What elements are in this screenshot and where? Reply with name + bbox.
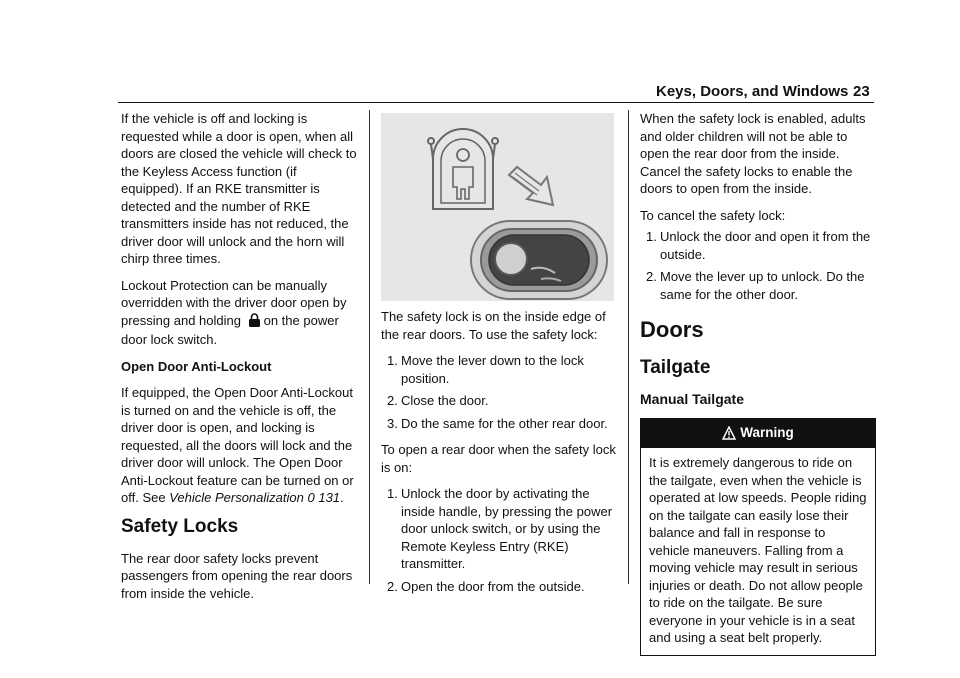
- step-number: 2.: [646, 269, 657, 284]
- xref-page: 131: [318, 490, 341, 505]
- warning-box: [640, 418, 876, 656]
- steps-cancel-safety-lock: [640, 228, 876, 303]
- subheading-manual-tailgate: Manual Tailgate: [640, 391, 744, 407]
- list-item: [381, 415, 617, 433]
- list-item: [640, 228, 876, 263]
- step-text: Move the lever up to unlock. Do the same for the other door.: [660, 269, 865, 302]
- step-number: 2.: [387, 393, 398, 408]
- text-span: If equipped, the Open Door Anti-Lockout is turned on and the vehicle is off, the driver door is open, and locking is requested, all the doors will lock and the driver door will unlock. The Open Door Anti-Lockout feature can be turned on or off. See: [121, 385, 354, 505]
- step-number: 1.: [387, 353, 398, 368]
- column-right: [640, 110, 876, 656]
- step-number: 1.: [646, 229, 657, 244]
- column-middle: [381, 308, 617, 604]
- step-text: Do the same for the other rear door.: [401, 415, 608, 431]
- paragraph: The safety lock is on the inside edge of the rear doors. To use the safety lock:: [381, 309, 606, 342]
- text-span: Lockout Protection can be manually overridden with the driver door open by pressing and holding: [121, 277, 347, 328]
- column-left: [121, 110, 357, 611]
- xref-title: Vehicle Personalization: [169, 490, 304, 505]
- list-item: [381, 485, 617, 573]
- step-number: 1.: [387, 486, 398, 501]
- text-span: on the power door lock switch.: [121, 312, 339, 347]
- column-divider: [628, 110, 629, 584]
- step-text: Move the lever down to the lock position.: [401, 353, 584, 386]
- list-item: [381, 392, 617, 410]
- list-item: [381, 578, 617, 596]
- warning-text: It is extremely dangerous to ride on the tailgate, even when the vehicle is operated at low speeds. People riding on the tailgate can easily lose their balance and fall in response to vehicle maneuvers. Falling from a moving vehicle may result in serious injuries or death. Do not allow people to ride on the tailgate. Be sure everyone in your vehicle is in a seat and using a seat belt properly.: [649, 455, 867, 645]
- steps-use-safety-lock: [381, 352, 617, 432]
- step-number: 3.: [387, 415, 398, 431]
- door-lock-switch-icon: [248, 313, 261, 332]
- step-number: 2.: [387, 578, 398, 594]
- paragraph: [121, 277, 357, 349]
- warning-title: Warning: [740, 424, 794, 440]
- steps-open-rear-door: [381, 485, 617, 595]
- paragraph: If the vehicle is off and locking is requested while a door is open, when all doors are closed the vehicle will check to the Keyless Access function (if equipped). If an RKE transmitter is detected and the number of RKE transmitters inside has not reduced, the driver door will unlock and the horn will chirp three times.: [121, 111, 357, 266]
- step-text: Open the door from the outside.: [401, 578, 585, 594]
- page-reference-arrow-icon: 0: [307, 490, 315, 505]
- step-text: Unlock the door by activating the inside handle, by pressing the power door unlock switch, or by using the Remote Keyless Entry (RKE) transmitter.: [401, 486, 613, 571]
- subheading-open-door-anti-lockout: Open Door Anti-Lockout: [121, 358, 272, 374]
- paragraph: When the safety lock is enabled, adults and older children will not be able to open the rear door from the inside. Cancel the safety locks to enable the doors to open from the inside.: [640, 111, 866, 196]
- column-divider: [369, 110, 370, 584]
- text-span: .: [340, 490, 344, 505]
- page-number: 23: [853, 83, 870, 100]
- paragraph: [121, 384, 357, 507]
- heading-tailgate: Tailgate: [640, 357, 711, 378]
- cross-reference-link[interactable]: [169, 490, 340, 505]
- step-text: Close the door.: [401, 393, 489, 408]
- safety-lock-lever-icon: [471, 221, 607, 299]
- paragraph: The rear door safety locks prevent passengers from opening the rear doors from inside the vehicle.: [121, 550, 353, 601]
- header-rule: [118, 102, 874, 103]
- list-item: [640, 268, 876, 303]
- list-item: [381, 352, 617, 387]
- heading-safety-locks: Safety Locks: [121, 515, 239, 537]
- paragraph: To cancel the safety lock:: [640, 207, 786, 223]
- safety-lock-illustration: [381, 113, 614, 301]
- section-title: Keys, Doors, and Windows: [656, 83, 849, 100]
- heading-doors: Doors: [640, 317, 704, 342]
- warning-icon: [722, 426, 736, 445]
- paragraph: To open a rear door when the safety lock is on:: [381, 442, 616, 475]
- step-text: Unlock the door and open it from the outside.: [660, 229, 871, 262]
- warning-header: [641, 419, 875, 449]
